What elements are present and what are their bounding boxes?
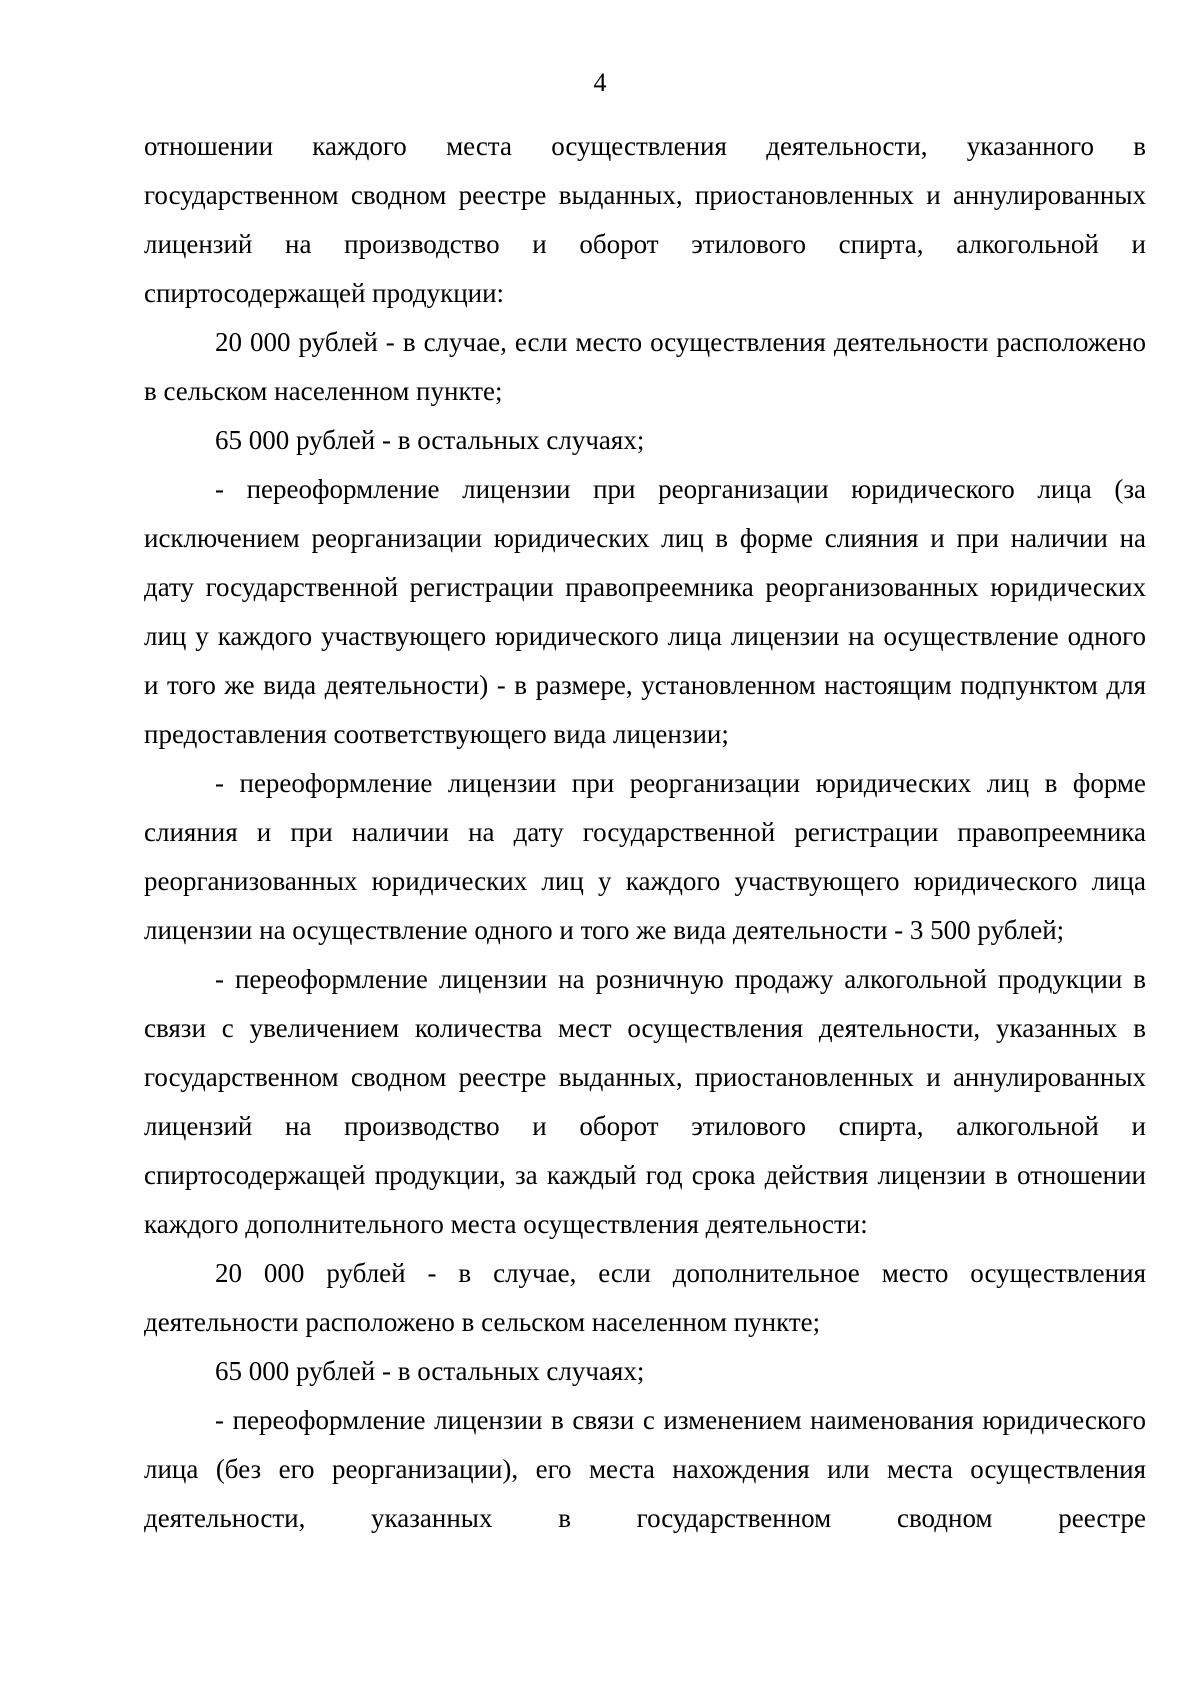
page-number: 4 [593, 68, 607, 97]
paragraph-1: отношении каждого места осуществления деятельности, указанного в государственном сводном реестре выданных, приостановленных и аннулированных лицензий на производство и оборот этилового спирта, алкогольной и спиртосодержащей продукции: [144, 131, 1146, 308]
paragraph-6: - переоформление лицензии на розничную продажу алкогольной продукции в связи с увеличением количества мест осуществления деятельности, указанных в государственном сводном реестре выданных, приостановленных и аннулированных лицензий на производство и оборот этилового спирта, алкогольной и спиртосодержащей продукции, за каждый год срока действия лицензии в отношении каждого дополнительного места осуществления деятельности: [144, 964, 1146, 1239]
paragraph-2: 20 000 рублей - в случае, если место осуществления деятельности расположено в сельском населенном пункте; [144, 327, 1146, 406]
paragraph-7: 20 000 рублей - в случае, если дополнительное место осуществления деятельности расположено в сельском населенном пункте; [144, 1258, 1146, 1337]
document-body [144, 122, 1146, 1543]
paragraph-9: - переоформление лицензии в связи с изменением наименования юридического лица (без его реорганизации), его места нахождения или места осуществления деятельности, указанных в государственном сводном реестре [144, 1405, 1146, 1533]
paragraph-8: 65 000 рублей - в остальных случаях; [215, 1356, 645, 1386]
paragraph-5: - переоформление лицензии при реорганизации юридических лиц в форме слияния и при наличии на дату государственной регистрации правопреемника реорганизованных юридических лиц у каждого участвующего юридического лица лицензии на осуществление одного и того же вида деятельности - 3 500 рублей; [144, 768, 1146, 945]
paragraph-3: 65 000 рублей - в остальных случаях; [215, 425, 645, 455]
paragraph-4: - переоформление лицензии при реорганизации юридического лица (за исключением реорганизации юридических лиц в форме слияния и при наличии на дату государственной регистрации правопреемника реорганизованных юридических лиц у каждого участвующего юридического лица лицензии на осуществление одного и того же вида деятельности) - в размере, установленном настоящим подпунктом для предоставления соответствующего вида лицензии; [144, 474, 1146, 749]
